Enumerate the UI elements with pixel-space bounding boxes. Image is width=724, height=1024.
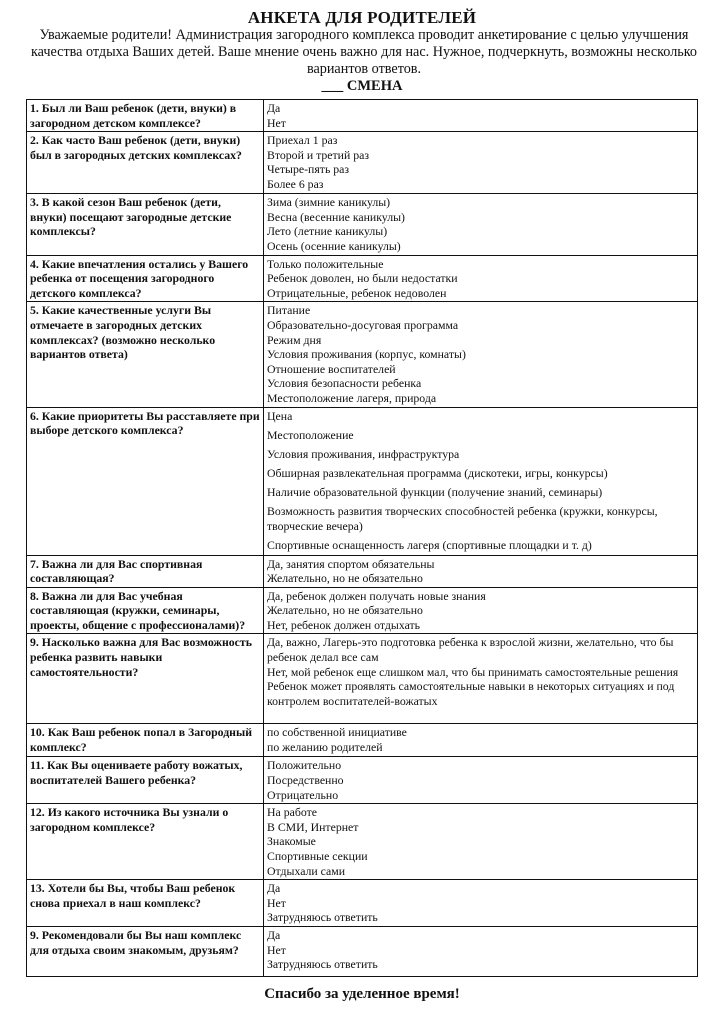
- answer-option[interactable]: Нет: [267, 895, 286, 910]
- answer-option[interactable]: Наличие образовательной функции (получение знаний, семинары): [267, 484, 603, 499]
- answer-option[interactable]: Условия безопасности ребенка: [267, 376, 422, 391]
- answer-option[interactable]: Да, занятия спортом обязательны: [267, 556, 435, 571]
- question-row: [27, 555, 698, 587]
- answer-option[interactable]: Условия проживания, инфраструктура: [267, 446, 460, 461]
- answer-options: [264, 407, 698, 555]
- question-text: 3. В какой сезон Ваш ребенок (дети, внуки) посещают загородные детские комплексы?: [27, 194, 264, 255]
- answer-option[interactable]: по желанию родителей: [267, 740, 383, 755]
- answer-options: [264, 587, 698, 634]
- answer-option[interactable]: Да, важно, Лагерь-это подготовка ребенка к взрослой жизни, желательно, что бы ребенок делал все сам: [267, 635, 674, 665]
- answer-option[interactable]: Ребенок может проявлять самостоятельные навыки в некоторых ситуациях и под контролем воспитателей-вожатых: [267, 679, 675, 708]
- answer-option[interactable]: Желательно, но не обязательно: [267, 571, 423, 586]
- answer-option[interactable]: Лето (летние каникулы): [267, 224, 388, 239]
- answer-option[interactable]: Ребенок доволен, но были недостатки: [267, 271, 458, 286]
- answer-option[interactable]: Да: [267, 881, 281, 896]
- answer-option[interactable]: Обширная развлекательная программа (дискотеки, игры, конкурсы): [267, 465, 608, 480]
- answer-options: [264, 132, 698, 194]
- answer-option[interactable]: Положительно: [267, 758, 342, 773]
- answer-options: [264, 302, 698, 407]
- answer-option[interactable]: Отрицательные, ребенок недоволен: [267, 285, 447, 300]
- question-row: [27, 804, 698, 880]
- answer-option[interactable]: Осень (осенние каникулы): [267, 238, 401, 253]
- question-row: [27, 194, 698, 255]
- answer-option[interactable]: Нет: [267, 115, 286, 130]
- answer-option[interactable]: Зима (зимние каникулы): [267, 195, 391, 210]
- question-row: [27, 100, 698, 132]
- answer-option[interactable]: по собственной инициативе: [267, 725, 407, 740]
- question-text: 12. Из какого источника Вы узнали о загородном комплексе?: [27, 804, 264, 880]
- question-text: 4. Какие впечатления остались у Вашего ребенка от посещения загородного детского комплекса?: [27, 255, 264, 302]
- question-text: 13. Хотели бы Вы, чтобы Ваш ребенок снова приехал в наш комплекс?: [27, 880, 264, 927]
- answer-option[interactable]: Спортивные оснащенность лагеря (спортивные площадки и т. д): [267, 537, 592, 552]
- question-text: 8. Важна ли для Вас учебная составляющая (кружки, семинары, проекты, общение с профессионалами)?: [27, 587, 264, 634]
- question-row: [27, 302, 698, 407]
- answer-options: [264, 927, 698, 977]
- shift-label: ___ СМЕНА: [321, 78, 403, 94]
- answer-option[interactable]: Второй и третий раз: [267, 147, 370, 162]
- answer-option[interactable]: Спортивные секции: [267, 849, 368, 864]
- question-row: [27, 255, 698, 302]
- question-text: 2. Как часто Ваш ребенок (дети, внуки) был в загородных детских комплексах?: [27, 132, 264, 194]
- answer-option[interactable]: Цена: [267, 408, 293, 423]
- answer-option[interactable]: Да, ребенок должен получать новые знания: [267, 588, 486, 603]
- answer-options: [264, 634, 698, 724]
- question-row: [27, 757, 698, 804]
- answer-option[interactable]: Четыре-пять раз: [267, 162, 350, 177]
- question-text: 9. Рекомендовали бы Вы наш комплекс для отдыха своим знакомым, друзьям?: [27, 927, 264, 977]
- question-text: 10. Как Ваш ребенок попал в Загородный комплекс?: [27, 724, 264, 757]
- answer-option[interactable]: Посредственно: [267, 773, 344, 788]
- answer-option[interactable]: Да: [267, 928, 281, 942]
- answer-option[interactable]: В СМИ, Интернет: [267, 819, 359, 834]
- thanks-text: Спасибо за уделенное время!: [264, 986, 460, 1002]
- answer-options: [264, 555, 698, 587]
- question-text: 5. Какие качественные услуги Вы отмечаете в загородных детских комплексах? (возможно несколько вариантов ответа): [27, 302, 264, 407]
- question-row: [27, 132, 698, 194]
- answer-option[interactable]: Режим дня: [267, 332, 322, 347]
- question-row: [27, 880, 698, 927]
- answer-option[interactable]: Только положительные: [267, 256, 384, 271]
- question-row: [27, 927, 698, 977]
- answer-option[interactable]: Нет, мой ребенок еще слишком мал, что бы принимать самостоятельные решения: [267, 664, 679, 679]
- question-row: [27, 724, 698, 757]
- answer-option[interactable]: Весна (весенние каникулы): [267, 209, 405, 224]
- answer-option[interactable]: Местоположение: [267, 427, 354, 442]
- question-text: 1. Был ли Ваш ребенок (дети, внуки) в загородном детском комплексе?: [27, 100, 264, 132]
- answer-option[interactable]: Местоположение лагеря, природа: [267, 390, 437, 405]
- page-title: АНКЕТА ДЛЯ РОДИТЕЛЕЙ: [247, 8, 477, 27]
- answer-options: [264, 757, 698, 804]
- question-text: 9. Насколько важна для Вас возможность ребенка развить навыки самостоятельности?: [27, 634, 264, 724]
- question-text: 11. Как Вы оцениваете работу вожатых, воспитателей Вашего ребенка?: [27, 757, 264, 804]
- answer-option[interactable]: Условия проживания (корпус, комнаты): [267, 347, 466, 362]
- answer-options: [264, 100, 698, 132]
- answer-option[interactable]: Нет, ребенок должен отдыхать: [267, 617, 421, 632]
- question-text: 6. Какие приоритеты Вы расставляете при выборе детского комплекса?: [27, 407, 264, 555]
- answer-option[interactable]: Возможность развития творческих способностей ребенка (кружки, конкурсы, творческие вечера): [267, 503, 658, 533]
- question-row: [27, 634, 698, 724]
- answer-option[interactable]: Нет: [267, 942, 286, 957]
- answer-option[interactable]: Знакомые: [267, 834, 316, 849]
- answer-option[interactable]: Более 6 раз: [267, 176, 324, 191]
- answer-option[interactable]: Затрудняюсь ответить: [267, 910, 378, 925]
- answer-option[interactable]: На работе: [267, 805, 317, 820]
- questionnaire-table: [26, 99, 698, 977]
- answer-option[interactable]: Образовательно-досуговая программа: [267, 317, 459, 332]
- question-text: 7. Важна ли для Вас спортивная составляющая?: [27, 555, 264, 587]
- answer-option[interactable]: Да: [267, 101, 281, 115]
- answer-option[interactable]: Отношение воспитателей: [267, 361, 396, 376]
- answer-option[interactable]: Отдыхали сами: [267, 863, 346, 878]
- intro-text: Уважаемые родители! Администрация загородного комплекса проводит анкетирование с целью улучшения качества отдыха Ваших детей. Ваше мнение очень важно для нас. Нужное, подчеркнуть, возможны несколько вариантов ответов.: [30, 27, 698, 77]
- answer-option[interactable]: Желательно, но не обязательно: [267, 603, 423, 618]
- answer-options: [264, 194, 698, 255]
- answer-options: [264, 804, 698, 880]
- answer-options: [264, 255, 698, 302]
- answer-option[interactable]: Затрудняюсь ответить: [267, 957, 378, 972]
- question-row: [27, 587, 698, 634]
- answer-option[interactable]: Отрицательно: [267, 787, 339, 802]
- answer-option[interactable]: Питание: [267, 303, 311, 318]
- answer-option[interactable]: Приехал 1 раз: [267, 133, 338, 148]
- question-row: [27, 407, 698, 555]
- answer-options: [264, 880, 698, 927]
- answer-options: [264, 724, 698, 757]
